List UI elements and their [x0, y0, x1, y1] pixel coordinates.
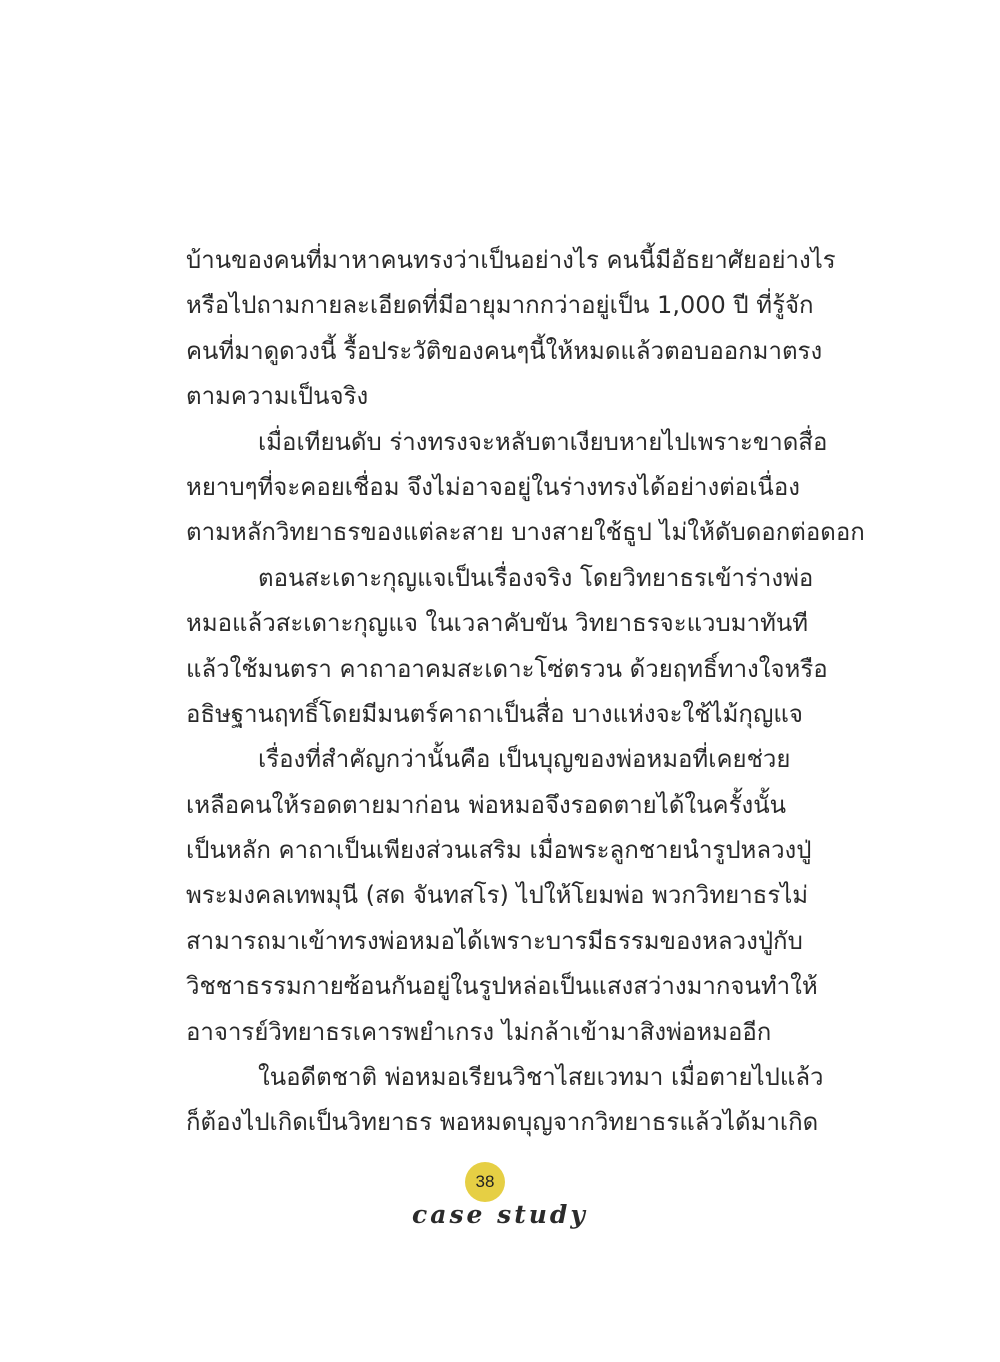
paragraph-end-line: อธิษฐานฤทธิ์โดยมีมนตร์คาถาเป็นสื่อ บางแห่งจะใช้ไม้กุญแจ	[186, 699, 803, 728]
text-line: เป็นหลัก คาถาเป็นเพียงส่วนเสริม เมื่อพระลูกชายนำรูปหลวงปู่	[186, 836, 812, 865]
text-line: หมอแล้วสะเดาะกุญแจ ในเวลาคับขัน วิทยาธรจะแวบมาทันที	[186, 609, 809, 638]
paragraph-end-line: ตามความเป็นจริง	[186, 382, 369, 411]
page-number-badge	[465, 1162, 505, 1202]
text-line: พระมงคลเทพมุนี (สด จันทสโร) ไปให้โยมพ่อ พวกวิทยาธรไม่	[186, 881, 809, 910]
footer-title: case study	[412, 1200, 588, 1229]
page-number: 38	[475, 1172, 495, 1191]
body-text	[186, 238, 865, 1146]
text-line: สามารถมาเข้าทรงพ่อหมอได้เพราะบารมีธรรมของหลวงปู่กับ	[186, 926, 803, 955]
text-line: เหลือคนให้รอดตายมาก่อน พ่อหมอจึงรอดตายได้ในครั้งนั้น	[186, 790, 786, 819]
paragraph-first-line: เมื่อเทียนดับ ร่างทรงจะหลับตาเงียบหายไปเพราะขาดสื่อ	[258, 427, 828, 456]
text-line: ตามหลักวิทยาธรของแต่ละสาย บางสายใช้ธูป ไม่ให้ดับดอกต่อดอก	[186, 518, 865, 547]
text-line: หรือไปถามกายละเอียดที่มีอายุมากกว่าอยู่เป็น 1,000 ปี ที่รู้จัก	[186, 291, 814, 320]
text-line: บ้านของคนที่มาหาคนทรงว่าเป็นอย่างไร คนนี้มีอัธยาศัยอย่างไร	[186, 246, 836, 274]
text-line: คนที่มาดูดวงนี้ รื้อประวัติของคนๆนี้ให้หมดแล้วตอบออกมาตรง	[186, 336, 823, 365]
paragraph-end-line: อาจารย์วิทยาธรเคารพยำเกรง ไม่กล้าเข้ามาสิงพ่อหมออีก	[186, 1017, 772, 1046]
paragraph-first-line: ตอนสะเดาะกุญแจเป็นเรื่องจริง โดยวิทยาธรเข้าร่างพ่อ	[258, 563, 814, 592]
text-line: ก็ต้องไปเกิดเป็นวิทยาธร พอหมดบุญจากวิทยาธรแล้วได้มาเกิด	[186, 1108, 819, 1137]
text-line: หยาบๆที่จะคอยเชื่อม จึงไม่อาจอยู่ในร่างทรงได้อย่างต่อเนื่อง	[186, 472, 800, 501]
text-line: วิชชาธรรมกายซ้อนกันอยู่ในรูปหล่อเป็นแสงสว่างมากจนทำให้	[186, 972, 818, 1001]
page-footer	[0, 1162, 1000, 1242]
paragraph-first-line: ในอดีตชาติ พ่อหมอเรียนวิชาไสยเวทมา เมื่อตายไปแล้ว	[258, 1063, 824, 1092]
paragraph-first-line: เรื่องที่สำคัญกว่านั้นคือ เป็นบุญของพ่อหมอที่เคยช่วย	[258, 745, 791, 774]
text-line: แล้วใช้มนตรา คาถาอาคมสะเดาะโซ่ตรวน ด้วยฤทธิ์ทางใจหรือ	[186, 654, 828, 683]
